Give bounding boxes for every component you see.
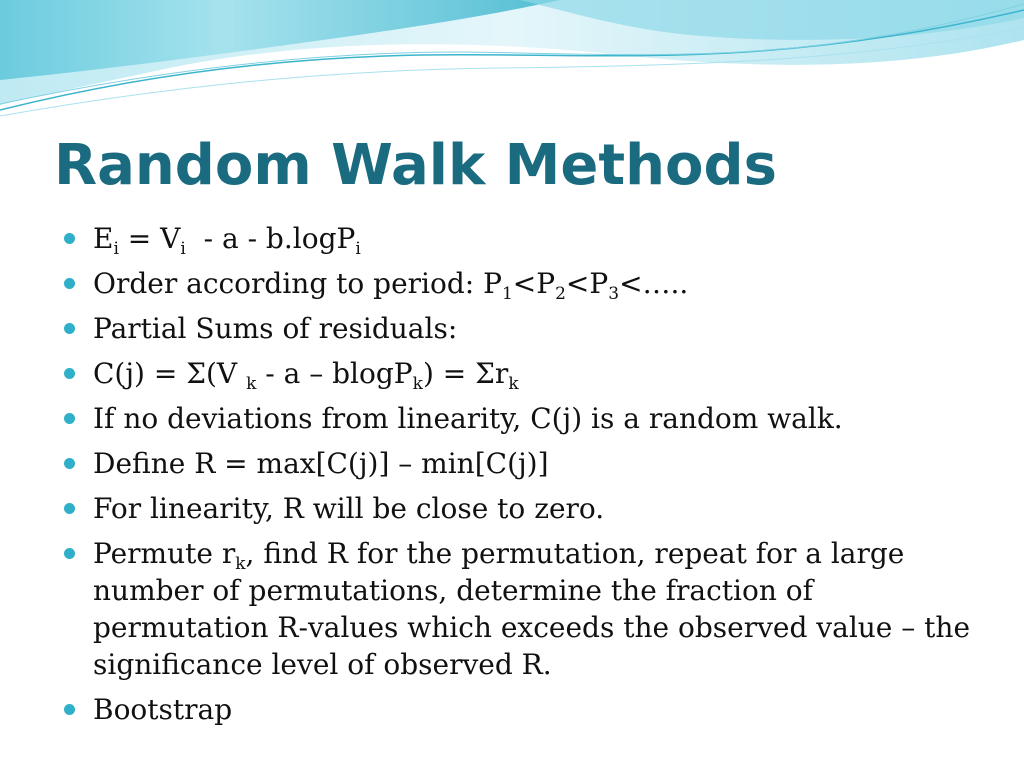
- text-run: Partial Sums of residuals:: [93, 312, 458, 345]
- bullet-text: [93, 537, 979, 681]
- bullet-text: [93, 402, 843, 435]
- text-run: If no deviations from linearity, C(j) is a random walk.: [93, 402, 843, 435]
- bullet-text: [93, 222, 361, 259]
- text-run: ) = Σr: [422, 357, 509, 390]
- bullet-item: [64, 445, 984, 482]
- text-run: Bootstrap: [93, 693, 233, 726]
- bullet-text: [93, 492, 604, 525]
- bullet-dot-icon: [64, 233, 75, 244]
- bullet-item: [64, 535, 984, 683]
- text-run: = V: [118, 222, 181, 255]
- text-run: Order according to period: P: [93, 267, 502, 300]
- bullet-item: [64, 400, 984, 437]
- bullet-item: [64, 355, 984, 392]
- text-run: <…..: [619, 267, 689, 300]
- subscript: 2: [555, 284, 566, 304]
- bullet-text: [93, 447, 549, 480]
- bullet-dot-icon: [64, 704, 75, 715]
- bullet-dot-icon: [64, 368, 75, 379]
- bullet-dot-icon: [64, 458, 75, 469]
- bullet-item: [64, 691, 984, 728]
- bullet-item: [64, 490, 984, 527]
- header-wave-decoration: [0, 0, 1024, 130]
- bullet-dot-icon: [64, 413, 75, 424]
- text-run: C(j) = Σ(V: [93, 357, 247, 390]
- bullet-list: [64, 220, 984, 736]
- bullet-text: [93, 267, 689, 304]
- bullet-item: [64, 220, 984, 257]
- text-run: - a - b.logP: [185, 222, 356, 255]
- subscript: i: [180, 239, 186, 259]
- subscript: k: [508, 374, 519, 394]
- bullet-dot-icon: [64, 278, 75, 289]
- bullet-text: [93, 693, 232, 726]
- subscript: 1: [501, 284, 513, 304]
- bullet-dot-icon: [64, 323, 75, 334]
- bullet-dot-icon: [64, 503, 75, 514]
- slide-title: Random Walk Methods: [54, 133, 777, 198]
- text-run: For linearity, R will be close to zero.: [93, 492, 605, 525]
- text-run: Define R = max[C(j)] – min[C(j)]: [93, 447, 549, 480]
- bullet-dot-icon: [64, 548, 75, 559]
- text-run: - a – blogP: [256, 357, 413, 390]
- bullet-text: [93, 357, 519, 394]
- subscript: i: [113, 239, 119, 259]
- bullet-item: [64, 310, 984, 347]
- subscript: k: [412, 374, 423, 394]
- subscript: k: [235, 554, 246, 574]
- text-run: <P: [565, 267, 609, 300]
- subscript: i: [355, 239, 361, 259]
- text-run: Permute r: [93, 537, 236, 570]
- bullet-item: [64, 265, 984, 302]
- text-run: <P: [512, 267, 556, 300]
- subscript: 3: [608, 284, 620, 304]
- subscript: k: [246, 374, 257, 394]
- bullet-text: [93, 312, 457, 345]
- text-run: E: [93, 222, 114, 255]
- text-run: , find R for the permutation, repeat for a large number of permutations, determine the fraction of permutation R-values which exceeds the observed value – the significance level of observed R.: [93, 537, 979, 681]
